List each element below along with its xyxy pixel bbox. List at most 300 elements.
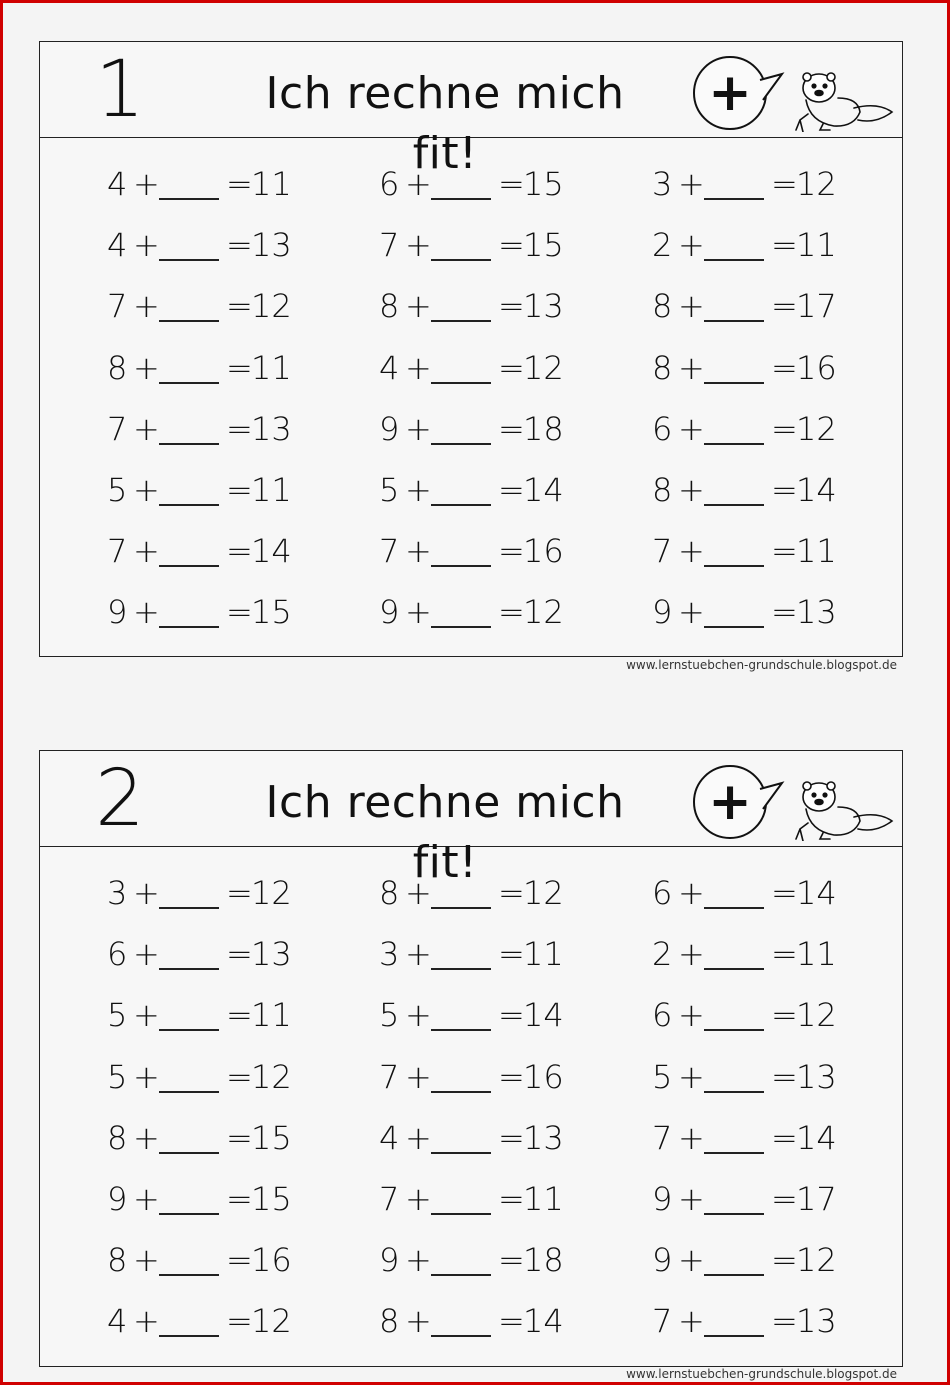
worksheet-card-2 — [39, 750, 903, 1367]
sum: 15 — [251, 1180, 292, 1218]
problem-row — [40, 867, 902, 917]
addend: 8 — [107, 1241, 128, 1280]
equals-sign: = — [226, 1057, 253, 1096]
plus-sign: + — [405, 935, 432, 974]
sum: 17 — [796, 1180, 837, 1218]
problem-row — [40, 158, 902, 208]
problem-row — [40, 403, 902, 453]
answer-blank[interactable] — [431, 198, 491, 200]
svg-text:+: + — [708, 63, 752, 123]
problem-row — [40, 1112, 902, 1162]
equals-sign: = — [771, 165, 798, 203]
addend: 6 — [652, 874, 673, 912]
addend: 9 — [652, 1241, 673, 1280]
addition-problem — [652, 525, 892, 575]
answer-blank[interactable] — [704, 320, 764, 322]
answer-blank[interactable] — [704, 968, 764, 970]
addition-problem — [107, 928, 347, 978]
addition-problem — [107, 1173, 347, 1223]
addition-problem — [107, 464, 347, 514]
answer-blank[interactable] — [704, 198, 764, 200]
plus-sign: + — [678, 874, 705, 912]
plus-sign: + — [405, 593, 432, 632]
equals-sign: = — [226, 226, 253, 265]
addition-problem — [379, 1234, 619, 1284]
addend: 6 — [652, 409, 673, 448]
addend: 2 — [652, 935, 673, 974]
addition-problem — [379, 1173, 619, 1223]
addition-problem — [107, 586, 347, 636]
sum: 11 — [796, 226, 837, 265]
equals-sign: = — [498, 1057, 525, 1096]
answer-blank[interactable] — [159, 968, 219, 970]
plus-sign: + — [405, 1057, 432, 1096]
equals-sign: = — [498, 874, 525, 912]
sum: 13 — [796, 593, 837, 632]
addition-problem — [379, 989, 619, 1039]
beaver-icon — [796, 73, 892, 132]
equals-sign: = — [498, 348, 525, 387]
addition-problem — [652, 342, 892, 392]
plus-sign: + — [678, 1180, 705, 1218]
sum: 16 — [796, 348, 837, 387]
answer-blank[interactable] — [159, 259, 219, 261]
addend: 8 — [652, 471, 673, 509]
plus-sign: + — [133, 935, 160, 974]
addition-problem — [379, 525, 619, 575]
addend: 7 — [379, 532, 400, 571]
addition-problem — [107, 1051, 347, 1101]
plus-sign: + — [678, 348, 705, 387]
sum: 12 — [251, 874, 292, 912]
addition-problem — [652, 1112, 892, 1162]
addition-problem — [652, 1173, 892, 1223]
addition-problem — [379, 867, 619, 917]
answer-blank[interactable] — [159, 1152, 219, 1154]
sum: 13 — [523, 1118, 564, 1157]
equals-sign: = — [498, 1180, 525, 1218]
answer-blank[interactable] — [159, 1029, 219, 1031]
problem-row — [40, 586, 902, 636]
plus-sign: + — [405, 532, 432, 571]
addend: 4 — [379, 1118, 400, 1157]
sum: 14 — [523, 996, 564, 1035]
sum: 12 — [796, 1241, 837, 1280]
sum: 14 — [796, 471, 837, 509]
addend: 5 — [107, 996, 128, 1035]
answer-blank[interactable] — [704, 1091, 764, 1093]
addend: 3 — [652, 165, 673, 203]
equals-sign: = — [498, 935, 525, 974]
addend: 9 — [107, 593, 128, 632]
plus-sign: + — [405, 287, 432, 326]
plus-sign: + — [133, 996, 160, 1035]
plus-sign: + — [133, 409, 160, 448]
equals-sign: = — [498, 287, 525, 326]
answer-blank[interactable] — [159, 907, 219, 909]
equals-sign: = — [771, 593, 798, 632]
equals-sign: = — [771, 471, 798, 509]
answer-blank[interactable] — [704, 1213, 764, 1215]
addend: 7 — [107, 409, 128, 448]
addend: 4 — [107, 1302, 128, 1341]
sum: 14 — [796, 874, 837, 912]
answer-blank[interactable] — [431, 259, 491, 261]
addend: 7 — [652, 532, 673, 571]
equals-sign: = — [226, 532, 253, 571]
addition-problem — [379, 342, 619, 392]
sum: 12 — [796, 165, 837, 203]
sum: 11 — [796, 532, 837, 571]
plus-sign: + — [133, 348, 160, 387]
answer-blank[interactable] — [159, 1091, 219, 1093]
answer-blank[interactable] — [704, 504, 764, 506]
addition-problem — [107, 1234, 347, 1284]
answer-blank[interactable] — [704, 1274, 764, 1276]
plus-sign: + — [133, 165, 160, 203]
addend: 3 — [107, 874, 128, 912]
plus-sign: + — [133, 471, 160, 509]
sum: 14 — [523, 471, 564, 509]
addition-problem — [652, 1295, 892, 1345]
sum: 13 — [796, 1057, 837, 1096]
plus-sign: + — [133, 874, 160, 912]
answer-blank[interactable] — [704, 565, 764, 567]
plus-sign: + — [133, 1302, 160, 1341]
plus-sign: + — [405, 226, 432, 265]
problem-row — [40, 464, 902, 514]
worksheet-title: Ich rechne mich fit! — [265, 777, 625, 888]
plus-badge-icon — [694, 766, 782, 838]
sum: 16 — [523, 532, 564, 571]
answer-blank[interactable] — [431, 565, 491, 567]
addend: 5 — [652, 1057, 673, 1096]
equals-sign: = — [771, 287, 798, 326]
equals-sign: = — [771, 1118, 798, 1157]
addend: 8 — [652, 348, 673, 387]
answer-blank[interactable] — [431, 1091, 491, 1093]
answer-blank[interactable] — [159, 504, 219, 506]
mascot-illustration — [688, 48, 898, 132]
sum: 13 — [796, 1302, 837, 1341]
answer-blank[interactable] — [159, 198, 219, 200]
answer-blank[interactable] — [431, 320, 491, 322]
answer-blank[interactable] — [159, 565, 219, 567]
equals-sign: = — [771, 226, 798, 265]
sum: 15 — [251, 593, 292, 632]
plus-sign: + — [678, 1241, 705, 1280]
answer-blank[interactable] — [159, 382, 219, 384]
plus-sign: + — [133, 1180, 160, 1218]
problem-row — [40, 1295, 902, 1345]
equals-sign: = — [771, 1241, 798, 1280]
addition-problem — [379, 403, 619, 453]
addend: 9 — [107, 1180, 128, 1218]
sum: 18 — [523, 409, 564, 448]
plus-sign: + — [678, 1302, 705, 1341]
addend: 4 — [107, 165, 128, 203]
mascot-illustration — [688, 757, 898, 841]
worksheet-number: 1 — [95, 45, 145, 135]
answer-blank[interactable] — [431, 968, 491, 970]
plus-sign: + — [405, 874, 432, 912]
sum: 13 — [251, 935, 292, 974]
answer-blank[interactable] — [431, 1029, 491, 1031]
addend: 9 — [379, 593, 400, 632]
addend: 5 — [379, 996, 400, 1035]
plus-sign: + — [405, 1180, 432, 1218]
plus-sign: + — [405, 471, 432, 509]
equals-sign: = — [771, 935, 798, 974]
addition-problem — [107, 342, 347, 392]
sum: 17 — [796, 287, 837, 326]
source-url: www.lernstuebchen-grundschule.blogspot.de — [626, 1367, 897, 1381]
sum: 13 — [251, 226, 292, 265]
equals-sign: = — [226, 935, 253, 974]
answer-blank[interactable] — [431, 504, 491, 506]
problem-row — [40, 928, 902, 978]
sum: 11 — [251, 996, 292, 1035]
answer-blank[interactable] — [431, 382, 491, 384]
addition-problem — [379, 464, 619, 514]
plus-sign: + — [678, 409, 705, 448]
addition-problem — [379, 928, 619, 978]
sum: 18 — [523, 1241, 564, 1280]
plus-sign: + — [678, 996, 705, 1035]
equals-sign: = — [226, 1118, 253, 1157]
answer-blank[interactable] — [159, 320, 219, 322]
worksheet-title: Ich rechne mich fit! — [265, 68, 625, 179]
answer-blank[interactable] — [704, 1335, 764, 1337]
plus-sign: + — [405, 1118, 432, 1157]
equals-sign: = — [498, 1302, 525, 1341]
sum: 15 — [251, 1118, 292, 1157]
problem-row — [40, 1173, 902, 1223]
addend: 7 — [379, 226, 400, 265]
problem-row — [40, 1051, 902, 1101]
addend: 8 — [107, 348, 128, 387]
sum: 11 — [523, 935, 564, 974]
equals-sign: = — [498, 1241, 525, 1280]
plus-sign: + — [678, 593, 705, 632]
addition-problem — [652, 928, 892, 978]
addend: 9 — [379, 409, 400, 448]
equals-sign: = — [226, 1302, 253, 1341]
addend: 5 — [379, 471, 400, 509]
sum: 12 — [251, 1302, 292, 1341]
addend: 7 — [652, 1118, 673, 1157]
addend: 6 — [379, 165, 400, 203]
answer-blank[interactable] — [431, 1213, 491, 1215]
addend: 9 — [652, 1180, 673, 1218]
plus-sign: + — [678, 1118, 705, 1157]
addition-problem — [379, 1051, 619, 1101]
equals-sign: = — [771, 1302, 798, 1341]
answer-blank[interactable] — [431, 1152, 491, 1154]
addition-problem — [379, 219, 619, 269]
answer-blank[interactable] — [159, 1213, 219, 1215]
answer-blank[interactable] — [704, 382, 764, 384]
addend: 7 — [379, 1180, 400, 1218]
addition-problem — [652, 1234, 892, 1284]
addition-problem — [379, 280, 619, 330]
answer-blank[interactable] — [159, 626, 219, 628]
addend: 7 — [652, 1302, 673, 1341]
answer-blank[interactable] — [431, 907, 491, 909]
addend: 5 — [107, 471, 128, 509]
addend: 7 — [379, 1057, 400, 1096]
sum: 16 — [523, 1057, 564, 1096]
addend: 4 — [379, 348, 400, 387]
plus-sign: + — [405, 165, 432, 203]
worksheet-card-1 — [39, 41, 903, 657]
answer-blank[interactable] — [431, 443, 491, 445]
problem-row — [40, 525, 902, 575]
answer-blank[interactable] — [704, 1029, 764, 1031]
addition-problem — [652, 867, 892, 917]
plus-sign: + — [405, 996, 432, 1035]
answer-blank[interactable] — [431, 1335, 491, 1337]
plus-sign: + — [678, 532, 705, 571]
plus-badge-icon — [694, 57, 782, 129]
equals-sign: = — [226, 471, 253, 509]
problem-row — [40, 1234, 902, 1284]
answer-blank[interactable] — [704, 626, 764, 628]
plus-sign: + — [405, 409, 432, 448]
beaver-icon — [796, 782, 892, 841]
addition-problem — [379, 158, 619, 208]
plus-sign: + — [678, 1057, 705, 1096]
equals-sign: = — [498, 226, 525, 265]
addend: 8 — [652, 287, 673, 326]
plus-sign: + — [678, 287, 705, 326]
addend: 2 — [652, 226, 673, 265]
sum: 11 — [523, 1180, 564, 1218]
addition-problem — [652, 219, 892, 269]
answer-blank[interactable] — [159, 443, 219, 445]
answer-blank[interactable] — [704, 1152, 764, 1154]
sum: 14 — [796, 1118, 837, 1157]
plus-sign: + — [133, 532, 160, 571]
sum: 12 — [523, 348, 564, 387]
sum: 12 — [251, 1057, 292, 1096]
addend: 8 — [379, 874, 400, 912]
addend: 5 — [107, 1057, 128, 1096]
plus-sign: + — [405, 348, 432, 387]
sum: 12 — [796, 996, 837, 1035]
plus-sign: + — [133, 287, 160, 326]
worksheet-number: 2 — [95, 754, 145, 844]
sum: 12 — [251, 287, 292, 326]
sum: 14 — [251, 532, 292, 571]
addition-problem — [652, 586, 892, 636]
equals-sign: = — [226, 287, 253, 326]
addend: 7 — [107, 532, 128, 571]
addend: 9 — [379, 1241, 400, 1280]
answer-blank[interactable] — [159, 1274, 219, 1276]
answer-blank[interactable] — [159, 1335, 219, 1337]
equals-sign: = — [498, 532, 525, 571]
equals-sign: = — [226, 996, 253, 1035]
addend: 6 — [652, 996, 673, 1035]
equals-sign: = — [226, 593, 253, 632]
worksheet-header — [40, 42, 902, 179]
equals-sign: = — [498, 409, 525, 448]
sum: 12 — [796, 409, 837, 448]
plus-sign: + — [133, 1241, 160, 1280]
problem-row — [40, 280, 902, 330]
addition-problem — [652, 158, 892, 208]
equals-sign: = — [771, 1180, 798, 1218]
sum: 11 — [251, 165, 292, 203]
sum: 13 — [523, 287, 564, 326]
equals-sign: = — [226, 165, 253, 203]
addition-problem — [107, 219, 347, 269]
answer-blank[interactable] — [704, 907, 764, 909]
addend: 9 — [652, 593, 673, 632]
sum: 14 — [523, 1302, 564, 1341]
plus-sign: + — [133, 593, 160, 632]
sum: 16 — [251, 1241, 292, 1280]
plus-sign: + — [133, 1118, 160, 1157]
addition-problem — [107, 525, 347, 575]
plus-sign: + — [405, 1241, 432, 1280]
addition-problem — [107, 280, 347, 330]
addition-problem — [379, 586, 619, 636]
sum: 12 — [523, 874, 564, 912]
addition-problem — [379, 1112, 619, 1162]
sum: 11 — [251, 471, 292, 509]
problem-row — [40, 219, 902, 269]
source-url: www.lernstuebchen-grundschule.blogspot.de — [626, 658, 897, 672]
sum: 15 — [523, 165, 564, 203]
worksheet-header — [40, 751, 902, 888]
plus-sign: + — [133, 226, 160, 265]
addend: 4 — [107, 226, 128, 265]
equals-sign: = — [498, 165, 525, 203]
plus-sign: + — [678, 226, 705, 265]
equals-sign: = — [498, 996, 525, 1035]
answer-blank[interactable] — [704, 259, 764, 261]
equals-sign: = — [226, 1180, 253, 1218]
equals-sign: = — [771, 1057, 798, 1096]
sum: 15 — [523, 226, 564, 265]
equals-sign: = — [226, 348, 253, 387]
answer-blank[interactable] — [704, 443, 764, 445]
answer-blank[interactable] — [431, 1274, 491, 1276]
problem-row — [40, 342, 902, 392]
equals-sign: = — [226, 1241, 253, 1280]
plus-sign: + — [405, 1302, 432, 1341]
plus-sign: + — [678, 165, 705, 203]
sum: 12 — [523, 593, 564, 632]
sum: 13 — [251, 409, 292, 448]
answer-blank[interactable] — [431, 626, 491, 628]
plus-sign: + — [133, 1057, 160, 1096]
sum: 11 — [251, 348, 292, 387]
problem-row — [40, 989, 902, 1039]
addition-problem — [107, 403, 347, 453]
addend: 7 — [107, 287, 128, 326]
addition-problem — [652, 464, 892, 514]
equals-sign: = — [226, 874, 253, 912]
addend: 8 — [107, 1118, 128, 1157]
equals-sign: = — [498, 593, 525, 632]
sum: 11 — [796, 935, 837, 974]
addend: 8 — [379, 287, 400, 326]
equals-sign: = — [498, 1118, 525, 1157]
addition-problem — [107, 1295, 347, 1345]
